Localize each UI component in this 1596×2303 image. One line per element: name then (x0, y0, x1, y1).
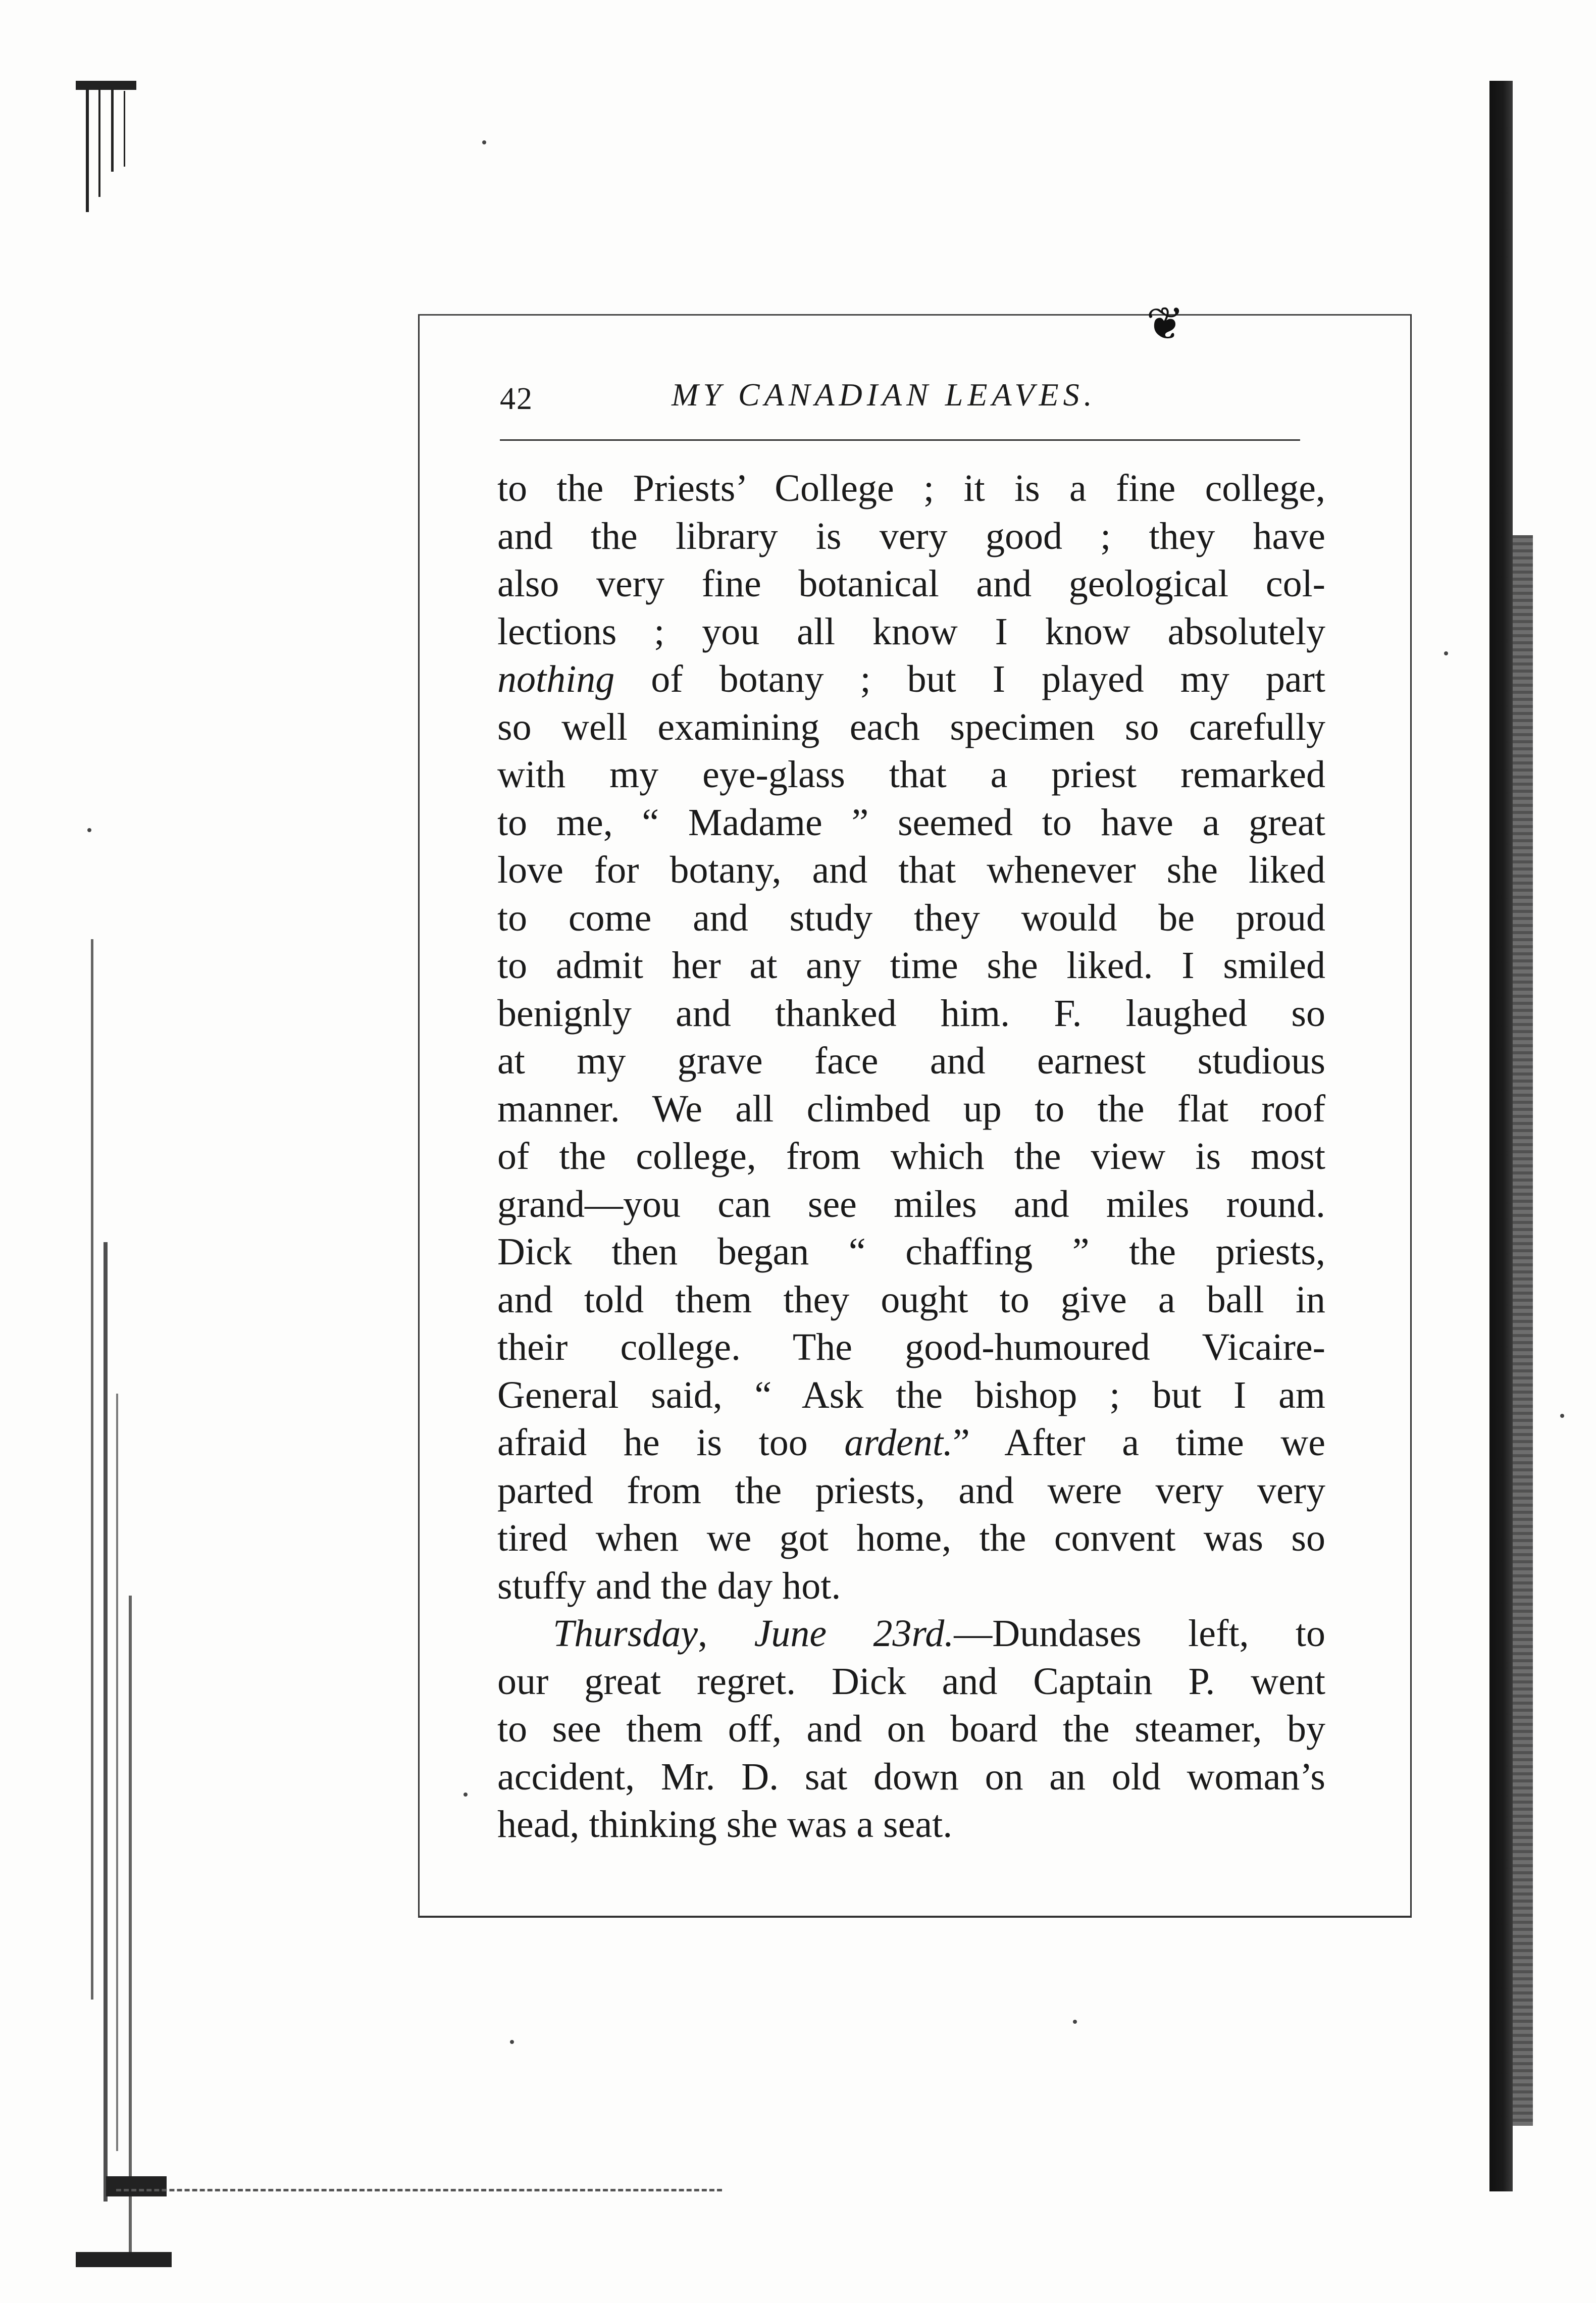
text-line: and told them they ought to give a ball in (497, 1278, 1325, 1321)
scan-speck (482, 140, 486, 144)
text-fragment: afraid he is too (497, 1421, 845, 1464)
text-line: also very fine botanical and geological col- (497, 562, 1325, 605)
scan-speck (87, 828, 91, 832)
binding-gutter (76, 81, 182, 2252)
text-line: to see them off, and on board the steamer, by (497, 1708, 1325, 1750)
text-line: accident, Mr. D. sat down on an old woman’s (497, 1755, 1325, 1798)
page-number: 42 (500, 382, 533, 416)
bottom-rule (116, 2189, 722, 2191)
text-fragment: —Dundases left, to (954, 1612, 1325, 1655)
text-fragment: of botany ; but I played my part (614, 658, 1325, 700)
page-edge (1489, 81, 1550, 2191)
ornament-icon: ❦ (1146, 299, 1185, 349)
italic-word: ardent. (844, 1421, 953, 1464)
text-line: to admit her at any time she liked. I smiled (497, 944, 1325, 987)
text-line: grand—you can see miles and miles round. (497, 1183, 1325, 1225)
italic-word: June (754, 1612, 827, 1655)
page-header (500, 371, 1298, 427)
text-line: Dick then began “ chaffing ” the priests, (497, 1231, 1325, 1273)
text-line: benignly and thanked him. F. laughed so (497, 992, 1325, 1035)
text-line (497, 655, 1325, 703)
italic-word: nothing (497, 658, 615, 700)
text-line: and the library is very good ; they have (497, 515, 1325, 557)
text-line: manner. We all climbed up to the flat roof (497, 1087, 1325, 1130)
scan-speck (510, 2040, 514, 2044)
body-text (497, 465, 1325, 1849)
text-line (497, 1610, 1325, 1658)
italic-word: 23rd. (827, 1612, 954, 1655)
scan-speck (1560, 1414, 1564, 1418)
text-line: to come and study they would be proud (497, 896, 1325, 939)
text-line (497, 1419, 1325, 1467)
text-line: to the Priests’ College ; it is a fine college, (497, 467, 1325, 509)
text-line: tired when we got home, the convent was so (497, 1517, 1325, 1559)
text-line: General said, “ Ask the bishop ; but I am (497, 1373, 1325, 1416)
text-line: parted from the priests, and were very very (497, 1469, 1325, 1512)
text-line: with my eye-glass that a priest remarked (497, 753, 1325, 796)
text-fragment: ” After a time we (953, 1421, 1325, 1464)
text-line: at my grave face and earnest studious (497, 1040, 1325, 1082)
text-fragment: , (698, 1612, 754, 1655)
scan-speck (1444, 651, 1448, 655)
text-line: their college. The good-humoured Vicaire- (497, 1326, 1325, 1368)
text-line: our great regret. Dick and Captain P. went (497, 1660, 1325, 1703)
text-line: to me, “ Madame ” seemed to have a great (497, 801, 1325, 844)
text-line: lections ; you all know I know absolutely (497, 610, 1325, 653)
running-head: MY CANADIAN LEAVES. (672, 377, 1097, 413)
text-line: stuffy and the day hot. (497, 1564, 841, 1607)
italic-word: Thursday (553, 1612, 698, 1655)
text-line: so well examining each specimen so carefully (497, 705, 1325, 748)
text-line: love for botany, and that whenever she liked (497, 849, 1325, 891)
header-rule (500, 439, 1300, 441)
text-line: head, thinking she was a seat. (497, 1803, 953, 1846)
scan-speck (1073, 2020, 1077, 2024)
scan-speck (464, 1793, 468, 1797)
text-line: of the college, from which the view is most (497, 1135, 1325, 1178)
